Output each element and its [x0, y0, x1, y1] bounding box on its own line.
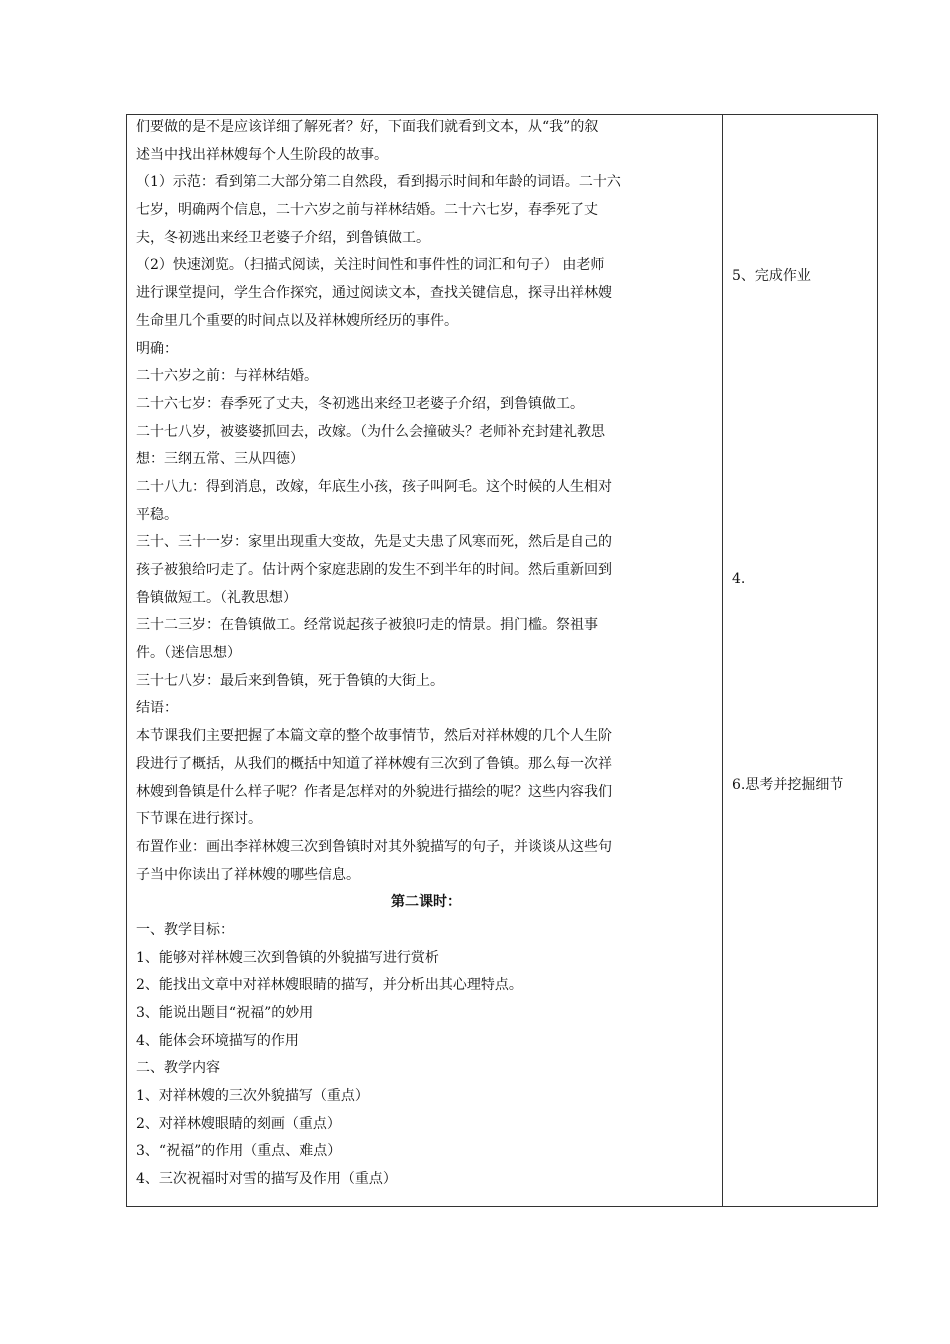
text-line: 明确： [136, 340, 178, 357]
text-line: 1、能够对祥林嫂三次到鲁镇的外貌描写进行赏析 [136, 949, 439, 966]
text-line: 二、教学内容 [136, 1060, 220, 1077]
text-line: 二十六七岁：春季死了丈夫，冬初逃出来经卫老婆子介绍，到鲁镇做工。 [136, 395, 584, 412]
text-line: 生命里几个重要的时间点以及祥林嫂所经历的事件。 [136, 312, 458, 329]
lesson-content [136, 114, 716, 1194]
text-line: 1、对祥林嫂的三次外貌描写（重点） [136, 1088, 369, 1105]
text-line: 述当中找出祥林嫂每个人生阶段的故事。 [136, 146, 388, 163]
text-line: 件。（迷信思想） [136, 645, 241, 662]
text-line: 下节课在进行探讨。 [136, 811, 262, 828]
text-line: 4、三次祝福时对雪的描写及作用（重点） [136, 1171, 397, 1188]
text-line: 三十七八岁：最后来到鲁镇，死于鲁镇的大街上。 [136, 672, 444, 689]
text-line: 孩子被狼给叼走了。估计两个家庭悲剧的发生不到半年的时间。然后重新回到 [136, 562, 612, 578]
text-line: 二十八九：得到消息，改嫁，年底生小孩，孩子叫阿毛。这个时候的人生相对 [136, 478, 612, 495]
text-line: 进行课堂提问，学生合作探究，通过阅读文本，查找关键信息，探寻出祥林嫂 [136, 285, 612, 302]
text-line: 2、能找出文章中对祥林嫂眼睛的描写，并分析出其心理特点。 [136, 977, 523, 994]
right-note: 6.思考并挖掘细节 [732, 777, 844, 793]
text-line: 林嫂到鲁镇是什么样子呢？作者是怎样对的外貌进行描绘的呢？这些内容我们 [136, 783, 612, 800]
right-note: 4. [732, 571, 746, 587]
text-line: （1）示范：看到第二大部分第二自然段，看到揭示时间和年龄的词语。二十六 [136, 174, 621, 191]
text-line: 三十二三岁：在鲁镇做工。经常说起孩子被狼叼走的情景。捐门槛。祭祖事 [136, 617, 598, 634]
text-line: （2）快速浏览。（扫描式阅读，关注时间性和事件性的词汇和句子） 由老师 [136, 257, 605, 274]
text-line: 鲁镇做短工。（礼教思想） [136, 589, 297, 606]
text-line: 夫，冬初逃出来经卫老婆子介绍，到鲁镇做工。 [136, 229, 430, 246]
text-line: 段进行了概括，从我们的概括中知道了祥林嫂有三次到了鲁镇。那么每一次祥 [136, 755, 612, 772]
text-line: 二十七八岁，被婆婆抓回去，改嫁。（为什么会撞破头？老师补充封建礼教思 [136, 423, 605, 440]
text-line: 本节课我们主要把握了本篇文章的整个故事情节，然后对祥林嫂的几个人生阶 [136, 728, 612, 745]
text-line: 2、对祥林嫂眼睛的刻画（重点） [136, 1115, 341, 1132]
section-heading: 第二课时： [391, 894, 461, 911]
text-line: 平稳。 [136, 506, 178, 523]
text-line: 想：三纲五常、三从四德） [136, 451, 304, 468]
text-line: 结语： [136, 700, 178, 717]
text-line: 二十六岁之前：与祥林结婚。 [136, 368, 318, 385]
text-line: 3、“祝福”的作用（重点、难点） [136, 1143, 342, 1160]
text-line: 子当中你读出了祥林嫂的哪些信息。 [136, 866, 360, 883]
text-line: 4、能体会环境描写的作用 [136, 1032, 299, 1049]
text-line: 们要做的是不是应该详细了解死者？好，下面我们就看到文本，从“我”的叙 [136, 119, 599, 135]
text-line: 布置作业：画出李祥林嫂三次到鲁镇时对其外貌描写的句子，并谈谈从这些句 [136, 838, 612, 855]
text-line: 3、能说出题目“祝福”的妙用 [136, 1005, 314, 1021]
text-line: 三十、三十一岁：家里出现重大变故，先是丈夫患了风寒而死，然后是自己的 [136, 534, 612, 551]
right-note: 5、完成作业 [732, 268, 811, 284]
text-line: 一、教学目标： [136, 921, 234, 938]
column-divider [722, 114, 723, 1207]
text-line: 七岁，明确两个信息，二十六岁之前与祥林结婚。二十六七岁，春季死了丈 [136, 202, 598, 219]
